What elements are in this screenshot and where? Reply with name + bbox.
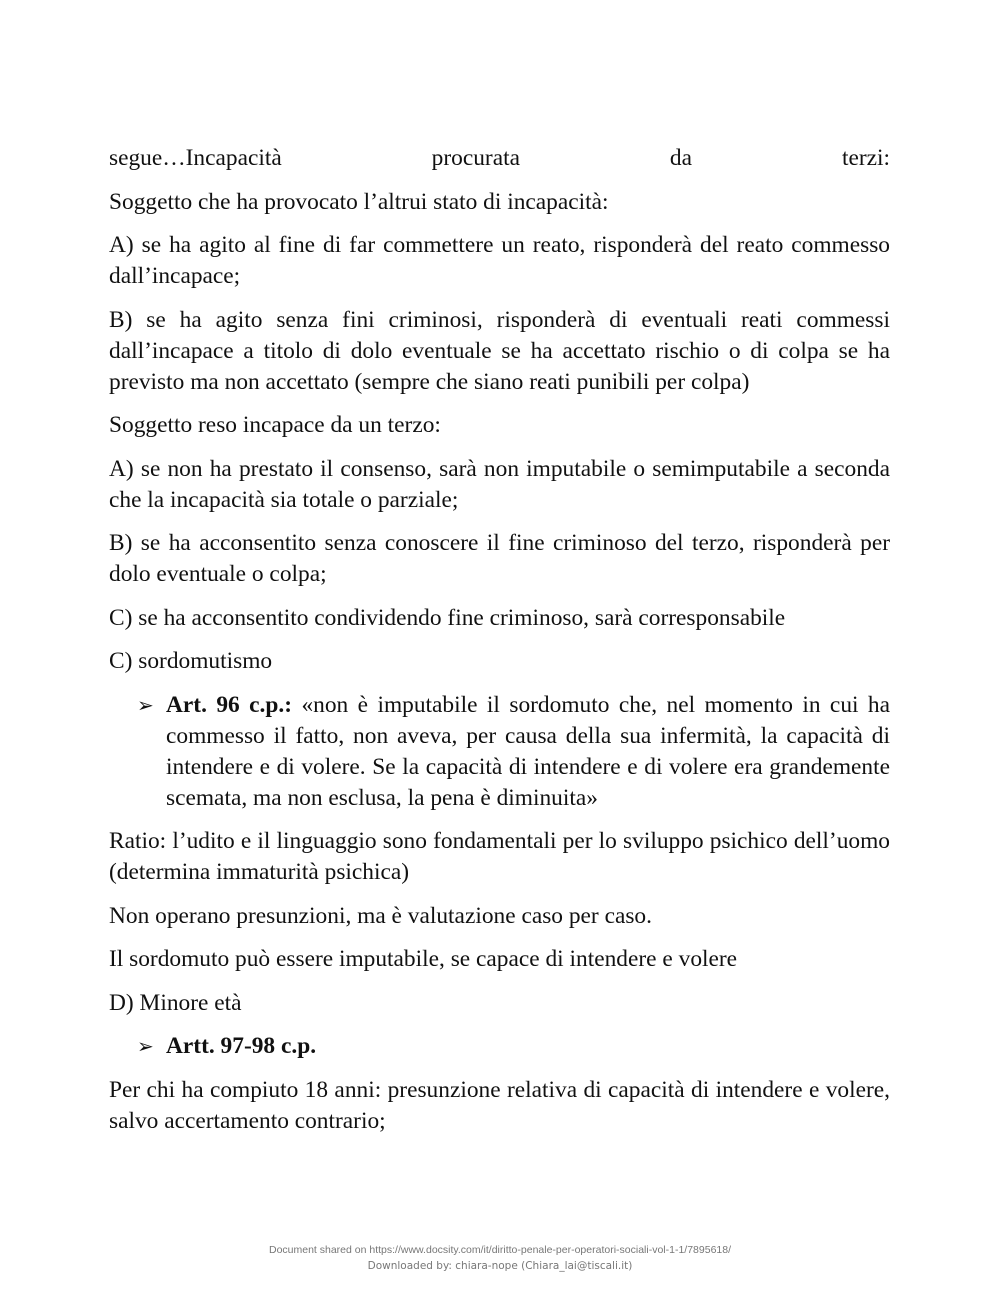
article-reference: Artt. 97-98 c.p. bbox=[166, 1033, 317, 1059]
paragraph: Soggetto reso incapace da un terzo: bbox=[109, 412, 441, 438]
paragraph: C) sordomutismo bbox=[109, 648, 273, 674]
paragraph: Non operano presunzioni, ma è valutazione caso per caso. bbox=[109, 902, 652, 929]
paragraph: Ratio: l’udito e il linguaggio sono fondamentali per lo sviluppo psichico dell’uomo (determina immaturità psichica) bbox=[109, 828, 890, 885]
bullet-item-art-96 bbox=[109, 690, 890, 814]
paragraph: D) Minore età bbox=[109, 989, 242, 1016]
article-quote: «non è imputabile il sordomuto che, nel momento in cui ha commesso il fatto, non aveva, per causa della sua infermità, la capacità di intendere e di volere. Se la capacità di intendere e di volere era grandemente scemata, ma non esclusa, la pena è diminuita» bbox=[166, 691, 891, 811]
paragraph: B) se ha agito senza fini criminosi, risponderà di eventuali reati commessi dall’incapace a titolo di dolo eventuale se ha accettato rischio o di colpa se ha previsto ma non accettato (sempre che siano reati punibili per colpa) bbox=[109, 306, 890, 395]
paragraph: C) se ha acconsentito condividendo fine criminoso, sarà corresponsabile bbox=[109, 604, 786, 631]
paragraph: Il sordomuto può essere imputabile, se capace di intendere e volere bbox=[109, 946, 738, 972]
paragraph: B) se ha acconsentito senza conoscere il fine criminoso del terzo, risponderà per dolo eventuale o colpa; bbox=[109, 530, 890, 587]
arrow-bullet-icon: ➢ bbox=[137, 692, 154, 717]
footer-shared-link[interactable]: Document shared on https://www.docsity.com/it/diritto-penale-per-operatori-sociali-vol-1-1/7895618/ bbox=[268, 1244, 732, 1256]
arrow-bullet-icon: ➢ bbox=[137, 1034, 154, 1058]
paragraph: A) se non ha prestato il consenso, sarà non imputabile o semimputabile a seconda che la incapacità sia totale o parziale; bbox=[109, 455, 890, 513]
article-reference: Art. 96 c.p.: bbox=[166, 691, 293, 718]
paragraph: A) se ha agito al fine di far commettere un reato, risponderà del reato commesso dall’incapace; bbox=[109, 232, 890, 289]
paragraph: Soggetto che ha provocato l’altrui stato di incapacità: bbox=[109, 188, 609, 215]
paragraph: Per chi ha compiuto 18 anni: presunzione relativa di capacità di intendere e volere, salvo accertamento contrario; bbox=[109, 1076, 890, 1134]
footer-downloaded-by: Downloaded by: chiara-nope (Chiara_lai@tiscali.it) bbox=[367, 1260, 633, 1272]
document-body bbox=[109, 143, 890, 1149]
bullet-item-artt-97-98 bbox=[109, 1031, 890, 1062]
section-heading: segue…Incapacità procurata da terzi: bbox=[109, 145, 890, 171]
